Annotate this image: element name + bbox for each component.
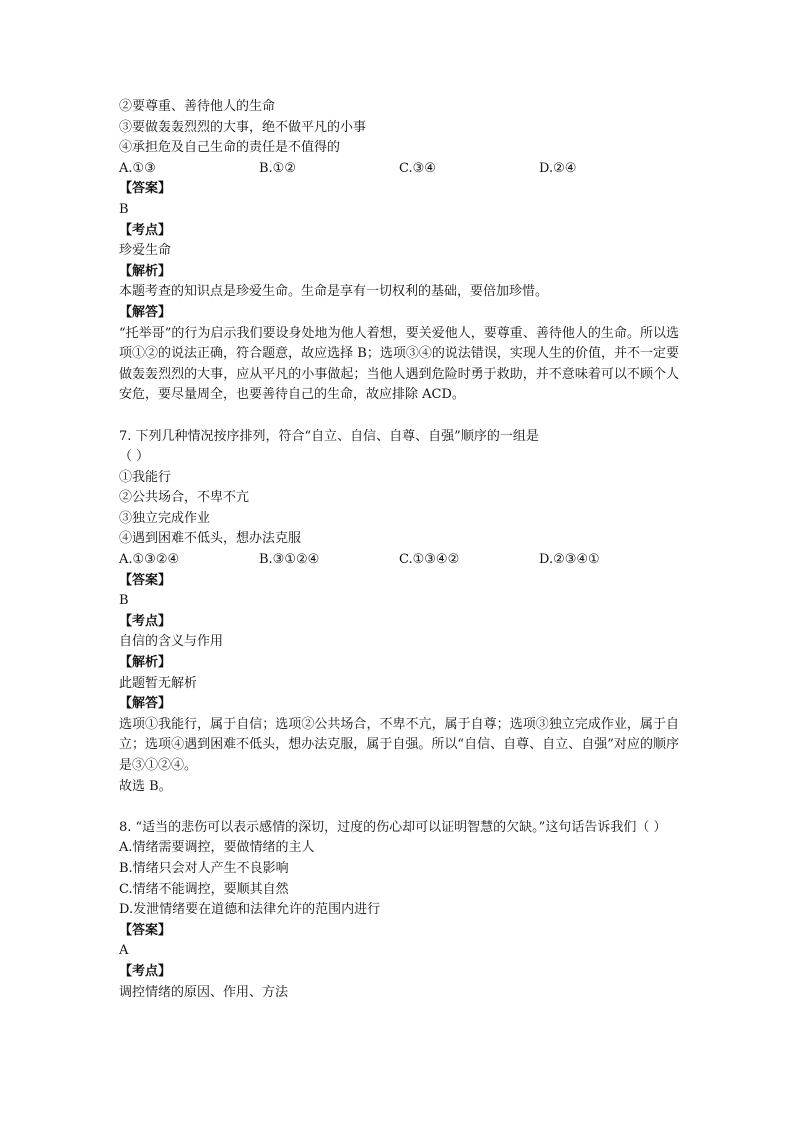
option-b: B.①② [259, 160, 296, 176]
option-b: B.③①②④ [259, 552, 320, 568]
document-page [119, 97, 679, 1003]
statement-4: ④遇到困难不低头，想办法克服 [119, 531, 302, 547]
point-value: 自信的含义与作用 [119, 634, 224, 650]
analysis-heading: 【解析】 [119, 263, 172, 279]
question-7 [119, 427, 679, 798]
option-a: A.情绪需要调控，要做情绪的主人 [119, 840, 315, 856]
answer-value: A [119, 943, 129, 959]
option-c: C.③④ [399, 160, 436, 176]
statement-4: ④承担危及自己生命的责任是不值得的 [119, 140, 341, 156]
option-c: C.情绪不能调控，要顺其自然 [119, 881, 289, 897]
solution-heading: 【解答】 [119, 696, 172, 712]
analysis-text: 此题暂无解析 [119, 675, 198, 691]
question-8 [119, 818, 679, 1003]
statement-2: ②要尊重、善待他人的生命 [119, 99, 276, 114]
point-value: 调控情绪的原因、作用、方法 [119, 984, 289, 1000]
question-6 [119, 97, 679, 406]
options-row [119, 159, 679, 180]
option-a: A.①③ [119, 160, 156, 176]
answer-heading: 【答案】 [119, 181, 172, 197]
question-stem: 8. “适当的悲伤可以表示感情的深切，过度的伤心却可以证明智慧的欠缺。”这句话告诉我们（ ） [119, 819, 667, 835]
option-a: A.①③②④ [119, 552, 180, 568]
answer-value: B [119, 201, 129, 217]
option-d: D.发泄情绪要在道德和法律允许的范围内进行 [119, 902, 381, 918]
options-row [119, 550, 679, 571]
statement-1: ①我能行 [119, 469, 172, 485]
option-d: D.②④ [539, 160, 577, 176]
point-heading: 【考点】 [119, 613, 172, 629]
statement-3: ③要做轰轰烈烈的大事，绝不做平凡的小事 [119, 119, 367, 135]
question-stem: 7. 下列几种情况按序排列，符合“自立、自信、自尊、自强”顺序的一组是 [119, 428, 539, 444]
statement-2: ②公共场合，不卑不亢 [119, 490, 250, 506]
analysis-text: 本题考查的知识点是珍爱生命。生命是享有一切权利的基础，要倍加珍惜。 [119, 284, 549, 300]
option-b: B.情绪只会对人产生不良影响 [119, 860, 289, 876]
answer-blank: （ ） [119, 449, 150, 465]
point-heading: 【考点】 [119, 963, 172, 979]
answer-value: B [119, 593, 129, 609]
point-heading: 【考点】 [119, 222, 172, 238]
option-c: C.①③④② [399, 552, 460, 568]
conclusion-text: 故选 B。 [119, 778, 172, 794]
analysis-heading: 【解析】 [119, 655, 172, 671]
answer-heading: 【答案】 [119, 922, 172, 938]
solution-text: 选项①我能行，属于自信；选项②公共场合，不卑不亢，属于自尊；选项③独立完成作业，属于自立；选项④遇到困难不低头，想办法克服，属于自强。所以“自信、自尊、自立、自强”对应的顺序是③①②④。 [119, 716, 679, 773]
answer-heading: 【答案】 [119, 572, 172, 588]
point-value: 珍爱生命 [119, 243, 172, 259]
solution-heading: 【解答】 [119, 304, 172, 320]
option-d: D.②③④① [539, 552, 600, 568]
statement-3: ③独立完成作业 [119, 510, 211, 526]
solution-text: “托举哥”的行为启示我们要设身处地为他人着想，要关爱他人，要尊重、善待他人的生命。所以选项①②的说法正确，符合题意，故应选择 B；选项③④的说法错误，实现人生的价值，并不一定要做轰轰烈烈的大事，应从平凡的小事做起；当他人遇到危险时勇于救助，并不意味着可以不顾个人安危，要尽量周全，也要善待自己的生命，故应排除 ACD。 [119, 325, 679, 403]
